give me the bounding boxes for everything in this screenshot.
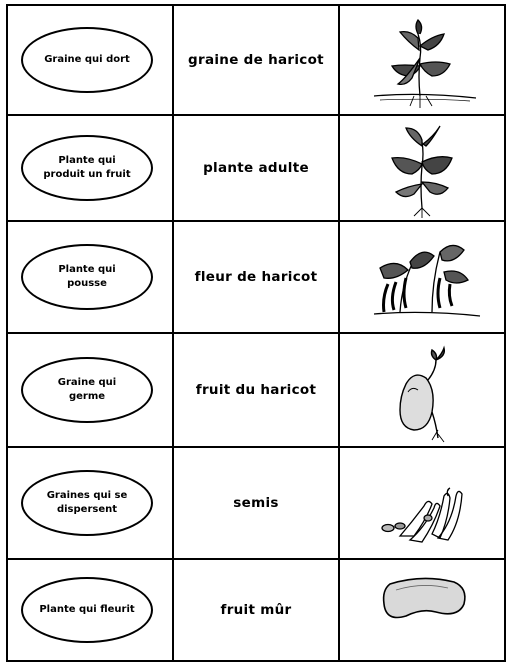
stage-label[interactable]: fruit du haricot <box>195 382 317 398</box>
stage-oval[interactable] <box>21 135 153 201</box>
bean-seed-icon[interactable] <box>340 560 504 660</box>
table-row <box>8 116 504 222</box>
label-cell <box>174 560 340 660</box>
oval-cell <box>8 116 174 220</box>
oval-text: Plante qui pousse <box>58 264 116 289</box>
oval-text: Graine qui dort <box>44 54 130 65</box>
stage-label[interactable]: fleur de haricot <box>194 269 318 285</box>
image-cell <box>340 222 504 332</box>
stage-oval[interactable] <box>21 27 153 93</box>
oval-text: Plante qui produit un fruit <box>43 155 131 180</box>
stage-oval[interactable] <box>21 357 153 423</box>
bean-plant-sprouting-icon[interactable] <box>340 6 504 114</box>
stage-label[interactable]: semis <box>233 495 279 511</box>
oval-cell <box>8 560 174 660</box>
oval-text: Graine qui germe <box>57 377 117 402</box>
oval-cell <box>8 222 174 332</box>
stage-oval[interactable] <box>21 577 153 643</box>
germinating-seed-icon[interactable] <box>340 334 504 446</box>
oval-cell <box>8 448 174 558</box>
stage-label[interactable]: fruit mûr <box>220 602 292 618</box>
label-cell <box>174 334 340 446</box>
label-cell <box>174 222 340 332</box>
table-row <box>8 334 504 448</box>
open-dry-pods-icon[interactable] <box>340 448 504 558</box>
image-cell <box>340 334 504 446</box>
image-cell <box>340 116 504 220</box>
table-row <box>8 448 504 560</box>
image-cell <box>340 448 504 558</box>
bean-plant-with-pods-icon[interactable] <box>340 222 504 332</box>
stage-label[interactable]: plante adulte <box>203 160 309 176</box>
oval-text: Graines qui se dispersent <box>46 490 128 515</box>
stage-oval[interactable] <box>21 244 153 310</box>
stage-oval[interactable] <box>21 470 153 536</box>
young-bean-plant-icon[interactable] <box>340 116 504 220</box>
image-cell <box>340 560 504 660</box>
table-row <box>8 560 504 660</box>
oval-cell <box>8 6 174 114</box>
stage-label[interactable]: graine de haricot <box>188 52 324 68</box>
label-cell <box>174 6 340 114</box>
image-cell <box>340 6 504 114</box>
table-row <box>8 222 504 334</box>
oval-text: Plante qui fleurit <box>39 604 135 615</box>
table-row <box>8 6 504 116</box>
matching-table <box>6 4 506 662</box>
oval-cell <box>8 334 174 446</box>
label-cell <box>174 448 340 558</box>
label-cell <box>174 116 340 220</box>
